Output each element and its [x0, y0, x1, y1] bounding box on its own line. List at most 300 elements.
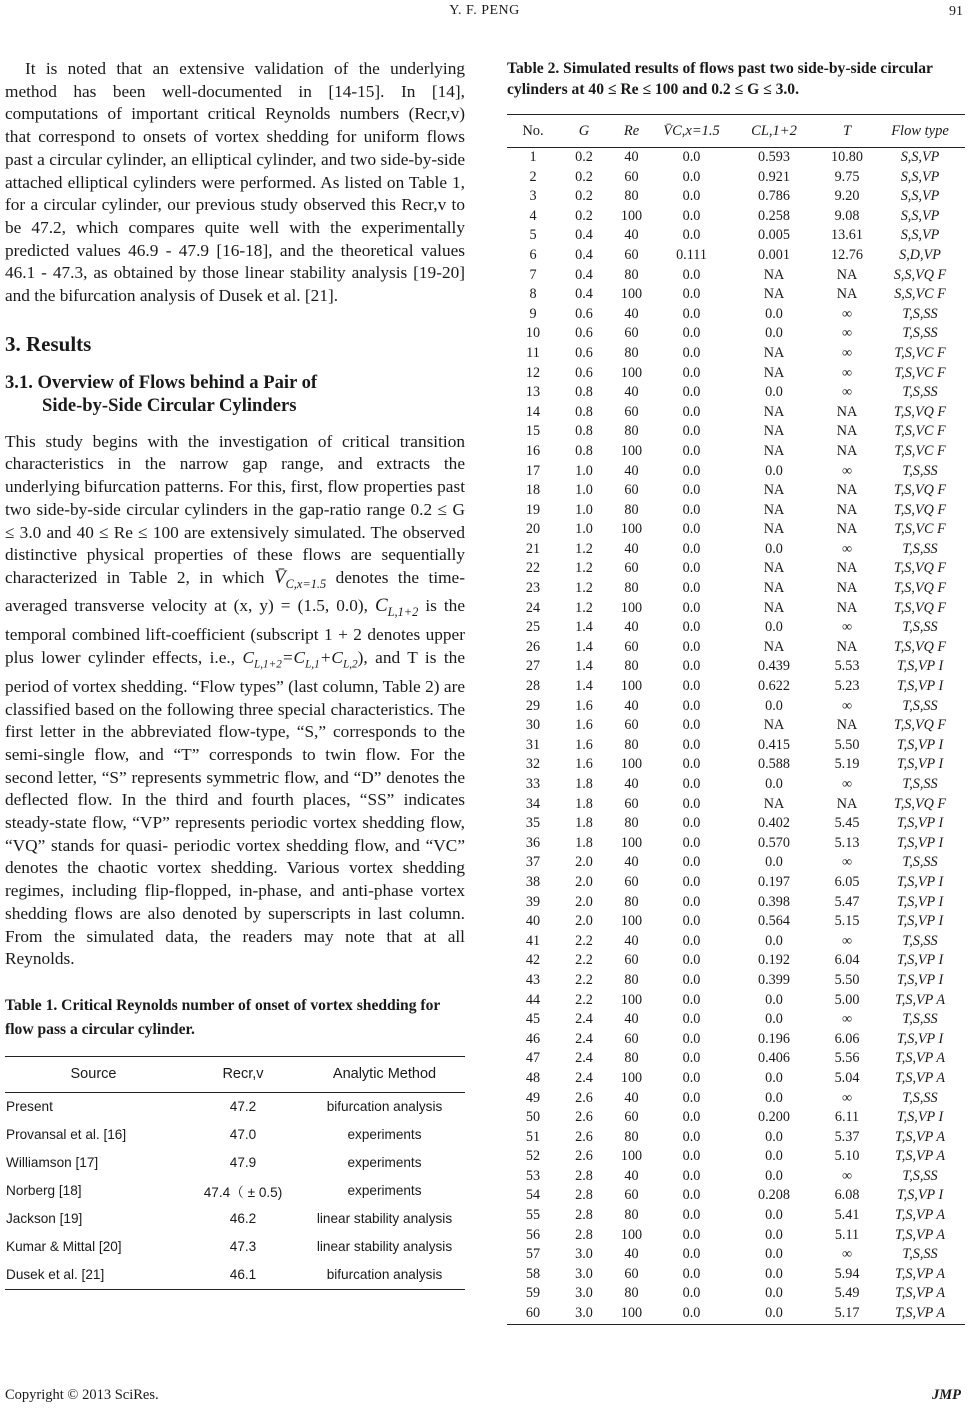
table2-cell: ∞ — [841, 364, 853, 381]
overview-text-d: ), and T is the period of vortex shedding. “Flow types” (last column, Table 2) are classified based on the following three special characteristics. The first letter in the abbreviated flow-type, “S,” corresponds to the semi-single flow, and “T” corresponds to twin flow. For the second letter, “S” represents symmetric flow, and “D” denotes the deflected flow. In the third and fourth places, “SS” indicates steady-state flow, “VP” represents periodic vortex shedding flow, “VQ” stands for quasi- periodic vortex shedding flow, and “VC” denotes the chaotic vortex shedding. Various vortex shedding regimes, including flip-flopped, in-phase, and anti-phase vortex shedding flows are also denoted by superscripts in last column. From the simulated data, the readers may note that at all Reynolds. — [5, 647, 465, 969]
table1-cell: Norberg [18] — [6, 1183, 82, 1199]
table2-cell: 0.6 — [575, 325, 593, 342]
table2-cell: 0.0 — [682, 1109, 701, 1126]
table-row — [507, 462, 965, 482]
table2-cell: 0.4 — [575, 246, 593, 263]
table2-cell: 80 — [624, 580, 639, 597]
table2-cell: 22 — [525, 560, 541, 577]
table2-cell: 15 — [525, 423, 541, 440]
table2-cell: 100 — [620, 1226, 643, 1243]
table2-cell: 0.402 — [758, 815, 790, 832]
table1-cell: 46.1 — [182, 1261, 304, 1290]
table2-cell: 0.0 — [682, 580, 701, 597]
table2-cell: 80 — [624, 658, 639, 675]
table-row — [507, 951, 965, 971]
table2-cell: 33 — [525, 776, 541, 792]
table2-cell: 0.8 — [575, 442, 593, 459]
table2-cell: T,S,VP A — [894, 1207, 946, 1224]
table2-cell: 0.0 — [682, 834, 701, 851]
table2-cell: 0.0 — [682, 952, 701, 969]
table2-cell: 0.0 — [682, 971, 701, 988]
table2-cell: 0.622 — [758, 678, 790, 695]
table2-cell: NA — [763, 364, 785, 381]
table-row — [507, 305, 965, 325]
table2-cell: 100 — [620, 834, 643, 851]
section-title: 3. Results — [5, 331, 92, 356]
table2-cell: 0.0 — [682, 658, 701, 675]
table2-cell: 37 — [525, 854, 541, 871]
table2-cell: 1.0 — [575, 462, 593, 479]
table2-cell: NA — [836, 501, 858, 518]
table2-cell: 45 — [525, 1011, 541, 1028]
table2-cell: 0.6 — [575, 305, 593, 322]
table-row — [5, 1149, 465, 1177]
table2-cell: 38 — [525, 873, 541, 890]
table2-cell: 5.53 — [834, 658, 860, 675]
table2-cell: 0.399 — [758, 971, 790, 988]
table2-cell: T,S,VP A — [894, 1226, 946, 1243]
table2-cell: 48 — [525, 1069, 541, 1086]
table2-cell: T,S,VP A — [875, 1304, 965, 1324]
table2-cell: 0.192 — [758, 952, 790, 969]
table-row — [507, 246, 965, 266]
table2-cell: 0.0 — [765, 1226, 783, 1243]
table1-cell: 46.2 — [229, 1211, 257, 1227]
table2-cell: 40 — [624, 1246, 639, 1263]
table-row — [507, 168, 965, 188]
table2-cell: 80 — [624, 501, 639, 518]
table2-cell: 0.0 — [682, 560, 701, 577]
subsection-title-line1: 3.1. Overview of Flows behind a Pair of — [5, 371, 318, 393]
table-row — [507, 579, 965, 599]
table2-cell: NA — [763, 560, 785, 577]
table2-cell: 0.0 — [682, 1285, 701, 1302]
table1-cell: Williamson [17] — [6, 1155, 99, 1171]
table2-cell: 60 — [624, 1265, 639, 1282]
table2-cell: T,S,VP A — [894, 1265, 946, 1282]
table2-cell: 0.398 — [758, 893, 790, 910]
table2-cell: 0.4 — [575, 227, 593, 244]
table1-cell: Provansal et al. [16] — [6, 1127, 127, 1143]
table2-cell: T,S,SS — [902, 697, 938, 714]
table2-cell: 0.005 — [758, 227, 790, 244]
table2-cell: 0.0 — [765, 1167, 783, 1184]
footer-copyright: Copyright © 2013 SciRes. — [5, 1387, 159, 1403]
table2-cell: 0.0 — [682, 1246, 701, 1263]
table2-cell: 1.4 — [575, 638, 593, 655]
table2-cell: 24 — [525, 599, 541, 616]
table2-cell: 5.04 — [834, 1069, 860, 1086]
table2-cell: 26 — [525, 638, 541, 655]
page-number: 91 — [949, 4, 963, 19]
table-row — [507, 285, 965, 305]
table2-cell: 39 — [525, 893, 541, 910]
table-row — [507, 1265, 965, 1285]
table2-cell: 100 — [620, 442, 643, 459]
table2-cell: NA — [836, 423, 858, 440]
table2-cell: T,S,VP I — [896, 815, 944, 832]
table2-cell: 1.4 — [575, 658, 593, 675]
table2-cell: 0.0 — [682, 1187, 701, 1204]
table2-cell: 100 — [620, 599, 643, 616]
table2-cell: 60 — [624, 717, 639, 734]
table-row — [507, 755, 965, 775]
table2-cell: 2.2 — [575, 932, 593, 949]
table2-cell: ∞ — [841, 776, 853, 792]
table2-cell: 2.0 — [575, 854, 593, 871]
table2-cell: 0.0 — [682, 717, 701, 734]
table1-cell: 47.9 — [229, 1155, 257, 1171]
table2-cell: 80 — [624, 1128, 639, 1145]
table2-cell: ∞ — [841, 1089, 853, 1106]
table2-header-re: Re — [609, 115, 654, 148]
table-row — [507, 1245, 965, 1265]
table2-cell: 60 — [624, 1030, 639, 1047]
table1 — [5, 1056, 465, 1290]
table2-cell: 2.6 — [575, 1128, 593, 1145]
table2-cell: 51 — [525, 1128, 541, 1145]
table2-cell: 2.8 — [575, 1187, 593, 1204]
table2-cell: 60 — [507, 1304, 559, 1324]
table2-cell: 1.8 — [575, 776, 593, 792]
table2-cell: 2.4 — [575, 1050, 593, 1067]
table2-cell: 0.0 — [682, 1226, 701, 1243]
table2-cell: NA — [836, 717, 858, 734]
table2-cell: ∞ — [841, 1011, 853, 1028]
table2-cell: ∞ — [841, 384, 853, 401]
table2-cell: 0.0 — [682, 697, 701, 714]
table2-cell: 0.0 — [765, 384, 783, 401]
table-row — [507, 932, 965, 952]
table1-cell: Dusek et al. [21] — [5, 1261, 182, 1290]
table2-cell: 41 — [525, 932, 541, 949]
table2-cell: 3.0 — [575, 1285, 593, 1302]
table-row — [507, 226, 965, 246]
table1-cell: experiments — [347, 1183, 422, 1199]
table1-header-recrv: Recr,v — [182, 1056, 304, 1092]
table2-cell: 60 — [624, 1109, 639, 1126]
table2-cell: 3.0 — [559, 1304, 609, 1324]
table2-cell: 0.0 — [765, 1265, 783, 1282]
table2-cell: 40 — [624, 227, 639, 244]
table2-cell: S,S,VP — [900, 188, 940, 205]
table-row — [507, 1206, 965, 1226]
table1-header-source: Source — [5, 1056, 182, 1092]
table2-cell: 1 — [529, 149, 537, 165]
table2-cell: T,S,VP A — [894, 1050, 946, 1067]
table-row — [507, 1284, 965, 1304]
table-row — [507, 991, 965, 1011]
table2-cell: 0.0 — [765, 1089, 783, 1106]
table2-cell: 43 — [525, 971, 541, 988]
table1-cell: linear stability analysis — [316, 1239, 453, 1255]
table2-cell: 5.41 — [834, 1207, 860, 1224]
table2-cell: 18 — [525, 482, 541, 499]
table2-header-velocity: V̄C,x=1.5 — [654, 115, 729, 148]
table2-cell: 80 — [624, 893, 639, 910]
table2-cell: 0.0 — [765, 325, 783, 342]
table2-cell: 0.593 — [758, 149, 790, 165]
table2-cell: T,S,VP I — [896, 893, 944, 910]
table-row — [507, 559, 965, 579]
table2-cell: 2.6 — [575, 1109, 593, 1126]
table2-cell: 60 — [624, 246, 639, 263]
table-row — [507, 187, 965, 207]
table2-cell: ∞ — [841, 325, 853, 342]
table2-cell: T,S,SS — [902, 619, 938, 636]
paragraph-overview — [5, 431, 465, 971]
table2-cell: 0.2 — [575, 168, 593, 185]
table2-cell: NA — [763, 580, 785, 597]
table2-cell: S,S,VC F — [894, 286, 946, 303]
table2-cell: 0.2 — [575, 207, 593, 224]
lift-coefficient-symbol: $C_{L,1+2}$ — [374, 595, 419, 620]
table2-cell: 5.47 — [834, 893, 860, 910]
table-row — [5, 1121, 465, 1149]
table2-cell: 1.2 — [575, 540, 593, 557]
table2-cell: 0.0 — [765, 462, 783, 479]
table2-cell: 5.37 — [834, 1128, 860, 1145]
table2-cell: ∞ — [841, 344, 853, 361]
table-row — [5, 1261, 465, 1290]
table2-cell: T,S,VP I — [896, 678, 944, 695]
paragraph-validation: It is noted that an extensive validation of the underlying method has been well-documented in [14-15]. In [14], computations of important critical Reynolds numbers (Recr,v) that correspond to onsets of vortex shedding for uniform flows past a circular cylinder, an elliptical cylinder, and two side-by-side attached elliptical cylinders were performed. As listed on Table 1, for a circular cylinder, our previous study observed this Recr,v to be 47.2, which compares quite well with the experimentally predicted values 46.9 - 47.9 [16-18], and the theoretical values 46.1 - 47.3, as obtained by those linear stability analysis [19-20] and the bifurcation analysis of Dusek et al. [21]. — [5, 59, 465, 306]
table2-cell: 0.0 — [765, 697, 783, 714]
table2-cell: 0.197 — [758, 873, 790, 890]
table2-cell: 40 — [624, 1167, 639, 1184]
table2-cell: 27 — [525, 658, 541, 675]
table2-cell: 2.2 — [575, 971, 593, 988]
table1-cell: bifurcation analysis — [304, 1261, 465, 1290]
table2-cell: 0.0 — [765, 1128, 783, 1145]
table2-cell: 0.0 — [682, 188, 701, 205]
table2-cell: 40 — [624, 776, 639, 792]
table2-cell: 60 — [624, 638, 639, 655]
table2-cell: 40 — [624, 932, 639, 949]
table2-cell: 0.0 — [682, 991, 701, 1008]
table2-cell: T,S,SS — [902, 540, 938, 557]
footer-journal: JMP — [932, 1387, 961, 1403]
table2-cell: 100 — [620, 521, 643, 538]
table2-cell: 80 — [624, 266, 639, 283]
left-column — [5, 58, 465, 1290]
table2-cell: 0.0 — [682, 266, 701, 283]
table2-cell: 21 — [525, 540, 541, 557]
table2-cell: T,S,VQ F — [893, 599, 947, 616]
table2-cell: 0.0 — [765, 932, 783, 949]
table1-cell: linear stability analysis — [316, 1211, 453, 1227]
table2-cell: ∞ — [841, 697, 853, 714]
table2-cell: 9 — [529, 305, 537, 322]
table2-cell: T,S,SS — [902, 932, 938, 949]
table2-cell: 19 — [525, 501, 541, 518]
table2-cell: 0.0 — [682, 1089, 701, 1106]
table2-cell: 3 — [529, 188, 537, 205]
table-row — [507, 1069, 965, 1089]
table2-cell: 0.439 — [758, 658, 790, 675]
table2-cell: T,S,SS — [902, 1246, 938, 1263]
table2-cell: NA — [836, 580, 858, 597]
table2-cell: 35 — [525, 815, 541, 832]
table2-cell: 40 — [624, 540, 639, 557]
table2-cell: 5.17 — [819, 1304, 875, 1324]
table2-cell: 80 — [624, 971, 639, 988]
table2-cell: 1.6 — [575, 736, 593, 753]
table2-cell: 40 — [624, 697, 639, 714]
table2-cell: 0.0 — [682, 756, 701, 773]
table2-cell: 0.0 — [765, 1011, 783, 1028]
table2-cell: 2.2 — [575, 952, 593, 969]
table2-cell: S,D,VP — [899, 246, 941, 263]
table2-cell: 4 — [529, 207, 537, 224]
table2-cell: 0.0 — [682, 619, 701, 636]
table2-cell: 2.0 — [575, 873, 593, 890]
table2-cell: 100 — [620, 1148, 643, 1165]
table2-cell: NA — [763, 442, 785, 459]
table-row — [507, 442, 965, 462]
table2-cell: 42 — [525, 952, 541, 969]
table-row — [5, 1177, 465, 1205]
table2-cell: 0.406 — [758, 1050, 790, 1067]
table2-cell: NA — [836, 482, 858, 499]
table2-cell: 0.786 — [758, 188, 790, 205]
table2-cell: T,S,VP I — [896, 873, 944, 890]
table-row — [507, 677, 965, 697]
table2-cell: 40 — [624, 462, 639, 479]
table2-cell: T,S,VP I — [896, 834, 944, 851]
table2-cell: 0.0 — [682, 344, 701, 361]
table2-cell: T,S,VC F — [894, 442, 946, 459]
table1-cell: bifurcation analysis — [326, 1099, 443, 1115]
table2-cell: 14 — [525, 403, 541, 420]
table2-cell: 9.08 — [834, 207, 860, 224]
table2-cell: ∞ — [841, 1167, 853, 1184]
table2-cell: T,S,VQ F — [893, 795, 947, 812]
table2-cell: 40 — [525, 913, 541, 930]
table2-cell: 23 — [525, 580, 541, 597]
table2-cell: 20 — [525, 521, 541, 538]
table2-cell: 0.0 — [765, 1207, 783, 1224]
table2-body — [507, 148, 965, 1325]
table2-cell: NA — [763, 403, 785, 420]
table-row — [5, 1205, 465, 1233]
table2-cell: 13.61 — [831, 227, 863, 244]
table2-cell: 100 — [620, 991, 643, 1008]
table2-header-g: G — [559, 115, 609, 148]
table-row — [507, 501, 965, 521]
table-row — [507, 853, 965, 873]
table2-cell: 60 — [624, 560, 639, 577]
table2-cell: 0.4 — [575, 266, 593, 283]
table-row — [507, 834, 965, 854]
table2-cell: 60 — [624, 403, 639, 420]
table2-cell: 10 — [525, 325, 541, 342]
table2-cell: T,S,VP A — [894, 1128, 946, 1145]
table2-cell: 2.8 — [575, 1207, 593, 1224]
table2-cell: S,S,VP — [900, 168, 940, 185]
table2-cell: 7 — [529, 266, 537, 283]
table2-cell: 100 — [620, 756, 643, 773]
table2-cell: 0.0 — [682, 1030, 701, 1047]
table2-cell: 11 — [526, 344, 540, 361]
table2-cell: 80 — [624, 1207, 639, 1224]
table2-cell: 0.196 — [758, 1030, 790, 1047]
table2-cell: 6.11 — [834, 1109, 860, 1126]
table-row — [507, 148, 965, 168]
overview-text-b: denotes the time-averaged transverse velocity at (x, y) = (1.5, 0.0), — [5, 567, 465, 616]
table2-cell: 12.76 — [831, 246, 863, 263]
table2-cell: NA — [836, 286, 858, 303]
table2 — [507, 114, 965, 1325]
table2-cell: 58 — [525, 1265, 541, 1282]
overview-text-a: This study begins with the investigation of critical transition characteristics in the narrow gap range, and extracts the underlying bifurcation patterns. For this, first, flow properties past two side-by-side circular cylinders in the gap-ratio range 0.2 ≤ G ≤ 3.0 and 40 ≤ Re ≤ 100 are extensively simulated. The observed distinctive physical properties of these flows are sequentially characterized in Table 2, in which — [5, 431, 465, 587]
table2-cell: 0.0 — [682, 149, 701, 165]
table2-cell: NA — [763, 717, 785, 734]
table2-cell: 54 — [525, 1187, 541, 1204]
table2-cell: 0.0 — [682, 1011, 701, 1028]
table2-header-flow-type: Flow type — [875, 115, 965, 148]
table2-cell: 60 — [624, 1187, 639, 1204]
table2-cell: 0.0 — [765, 991, 783, 1008]
table2-cell: 6 — [529, 246, 537, 263]
table2-cell: 0.0 — [765, 776, 783, 792]
table1-cell: 47.3 — [229, 1239, 257, 1255]
table2-cell: T,S,VP I — [896, 1109, 944, 1126]
table2-cell: 40 — [624, 1089, 639, 1106]
table2-cell: 0.0 — [765, 1148, 783, 1165]
table2-cell: 6.04 — [834, 952, 860, 969]
table2-cell: NA — [763, 266, 785, 283]
table2-cell: 100 — [620, 207, 643, 224]
table1-cell: 47.2 — [229, 1099, 257, 1115]
table2-cell: T,S,VP I — [896, 1187, 944, 1204]
table2-cell: NA — [763, 599, 785, 616]
table-row — [507, 775, 965, 795]
table2-cell: T,S,VP A — [894, 1285, 946, 1302]
table1-cell: 47.4（ ± 0.5) — [203, 1184, 283, 1200]
table-row — [507, 266, 965, 286]
table2-cell: 2.8 — [575, 1226, 593, 1243]
table2-cell: 0.0 — [682, 521, 701, 538]
table2-cell: NA — [763, 482, 785, 499]
table2-cell: 3.0 — [575, 1265, 593, 1282]
table2-cell: 0.0 — [682, 286, 701, 303]
table2-cell: 56 — [525, 1226, 541, 1243]
table2-cell: 0.0 — [765, 1246, 783, 1263]
table-row — [507, 383, 965, 403]
table2-cell: 0.8 — [575, 384, 593, 401]
table2-cell: 5.94 — [834, 1265, 860, 1282]
table1-cell: Present — [6, 1099, 53, 1115]
table2-header-period: T — [819, 115, 875, 148]
table2-cell: 53 — [525, 1167, 541, 1184]
table2-cell: 0.0 — [682, 423, 701, 440]
table1-cell: experiments — [347, 1127, 422, 1143]
table2-cell: 0.8 — [575, 423, 593, 440]
table2-cell: NA — [836, 442, 858, 459]
table1-header-row — [5, 1056, 465, 1092]
table2-cell: 1.2 — [575, 580, 593, 597]
table2-cell: NA — [763, 638, 785, 655]
table2-cell: 0.6 — [575, 364, 593, 381]
table2-cell: 44 — [525, 991, 541, 1008]
table2-cell: 0.0 — [682, 932, 701, 949]
table2-cell: 34 — [525, 795, 541, 812]
table2-cell: 60 — [624, 168, 639, 185]
table2-cell: 0.208 — [758, 1187, 790, 1204]
table2-cell: 0.0 — [682, 207, 701, 224]
table2-cell: S,S,VP — [900, 227, 940, 244]
